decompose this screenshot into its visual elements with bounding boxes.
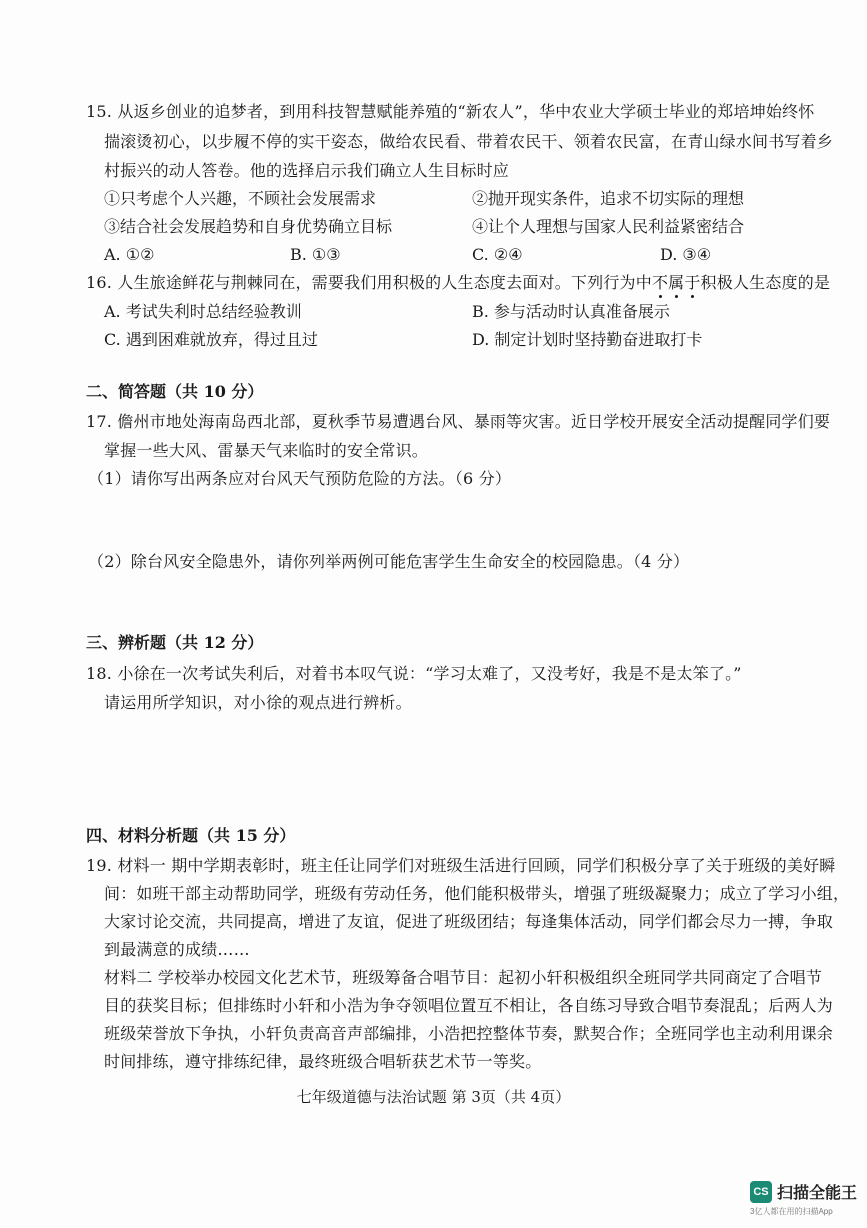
q15-option-b: B. ①③ — [290, 245, 341, 264]
q19-material-line-7: 班级荣誉放下争执，小轩负责高音声部编排，小浩把控整体节奏，默契合作；全班同学也主动利用课余 — [104, 1024, 834, 1043]
q18-stem-line-2: 请运用所学知识，对小徐的观点进行辨析。 — [104, 693, 412, 712]
q16-stem-before: 16. 人生旅途鲜花与荆棘同在，需要我们用积极的人生态度去面对。下列行为中 — [86, 273, 652, 292]
q17-stem-line-2: 掌握一些大风、雷暴天气来临时的安全常识。 — [104, 441, 429, 460]
q19-material-line-4: 到最满意的成绩…… — [104, 940, 250, 959]
scanner-watermark — [750, 1180, 857, 1203]
q19-material-line-1: 19. 材料一 期中学期表彰时，班主任让同学们对班级生活进行回顾，同学们积极分享了关于班级的美好瞬 — [86, 856, 836, 875]
q16-stem-after: 积极人生态度的是 — [700, 273, 831, 292]
q16-option-b: B. 参与活动时认真准备展示 — [472, 302, 670, 321]
q15-item-1: ①只考虑个人兴趣，不顾社会发展需求 — [104, 189, 377, 208]
q15-stem-line-1: 15. 从返乡创业的追梦者，到用科技智慧赋能养殖的“新农人”，华中农业大学硕士毕业的郑培坤始终怀 — [86, 102, 815, 121]
q15-option-d: D. ③④ — [660, 245, 712, 264]
q19-material-line-3: 大家讨论交流，共同提高，增进了友谊，促进了班级团结；每逢集体活动，同学们都会尽力一搏，争取 — [104, 912, 834, 931]
q15-option-c: C. ②④ — [472, 245, 523, 264]
q15-stem-line-2: 揣滚烫初心，以步履不停的实干姿态，做给农民看、带着农民干、领着农民富，在青山绿水间书写着乡 — [104, 132, 834, 151]
q19-material-line-6: 目的获奖目标；但排练时小轩和小浩为争夺领唱位置互不相让，各自练习导致合唱节奏混乱；后两人为 — [104, 996, 834, 1015]
q19-material-line-8: 时间排练，遵守排练纪律，最终班级合唱斩获艺术节一等奖。 — [104, 1052, 542, 1071]
q16-stem-emphasis-1: 不 — [651, 273, 669, 292]
q15-stem-line-3: 村振兴的动人答卷。他的选择启示我们确立人生目标时应 — [104, 161, 510, 180]
q16-stem-emphasis-2: 属 — [668, 273, 685, 292]
q16-option-d: D. 制定计划时坚持勤奋进取打卡 — [472, 330, 703, 349]
q18-stem-line-1: 18. 小徐在一次考试失利后，对着书本叹气说：“学习太难了，又没考好，我是不是太笨了。” — [86, 664, 742, 683]
q16-option-a: A. 考试失利时总结经验教训 — [104, 302, 302, 321]
section-2-title: 二、简答题（共 10 分） — [86, 382, 264, 401]
camscanner-tagline: 3亿人都在用的扫描App — [750, 1207, 833, 1216]
q17-sub-question-2: （2）除台风安全隐患外，请你列举两例可能危害学生生命安全的校园隐患。（4 分） — [88, 552, 690, 571]
section-4-title: 四、材料分析题（共 15 分） — [86, 826, 296, 845]
section-3-title: 三、辨析题（共 12 分） — [86, 633, 264, 652]
q19-material-line-5: 材料二 学校举办校园文化艺术节，班级筹备合唱节目：起初小轩积极组织全班同学共同商定了合唱节 — [104, 968, 823, 987]
q16-stem-emphasis-3: 于 — [684, 273, 701, 292]
q16-option-c: C. 遇到困难就放弃，得过且过 — [104, 330, 318, 349]
q15-item-2: ②抛开现实条件，追求不切实际的理想 — [472, 189, 745, 208]
camscanner-brand: 扫描全能王 — [777, 1185, 858, 1202]
q19-material-line-2: 间：如班干部主动帮助同学，班级有劳动任务，他们能积极带头，增强了班级凝聚力；成立了学习小组， — [104, 884, 850, 903]
q17-stem-line-1: 17. 儋州市地处海南岛西北部，夏秋季节易遭遇台风、暴雨等灾害。近日学校开展安全活动提醒同学们要 — [86, 412, 831, 431]
q16-stem — [86, 273, 830, 293]
camscanner-logo-icon: CS — [750, 1181, 772, 1203]
q15-item-3: ③结合社会发展趋势和自身优势确立目标 — [104, 217, 393, 236]
q15-item-4: ④让个人理想与国家人民利益紧密结合 — [472, 217, 745, 236]
q15-option-a: A. ①② — [104, 245, 155, 264]
page-footer: 七年级道德与法治试题 第 3页（共 4页） — [296, 1088, 571, 1106]
q17-sub-question-1: （1）请你写出两条应对台风天气预防危险的方法。（6 分） — [88, 469, 512, 488]
